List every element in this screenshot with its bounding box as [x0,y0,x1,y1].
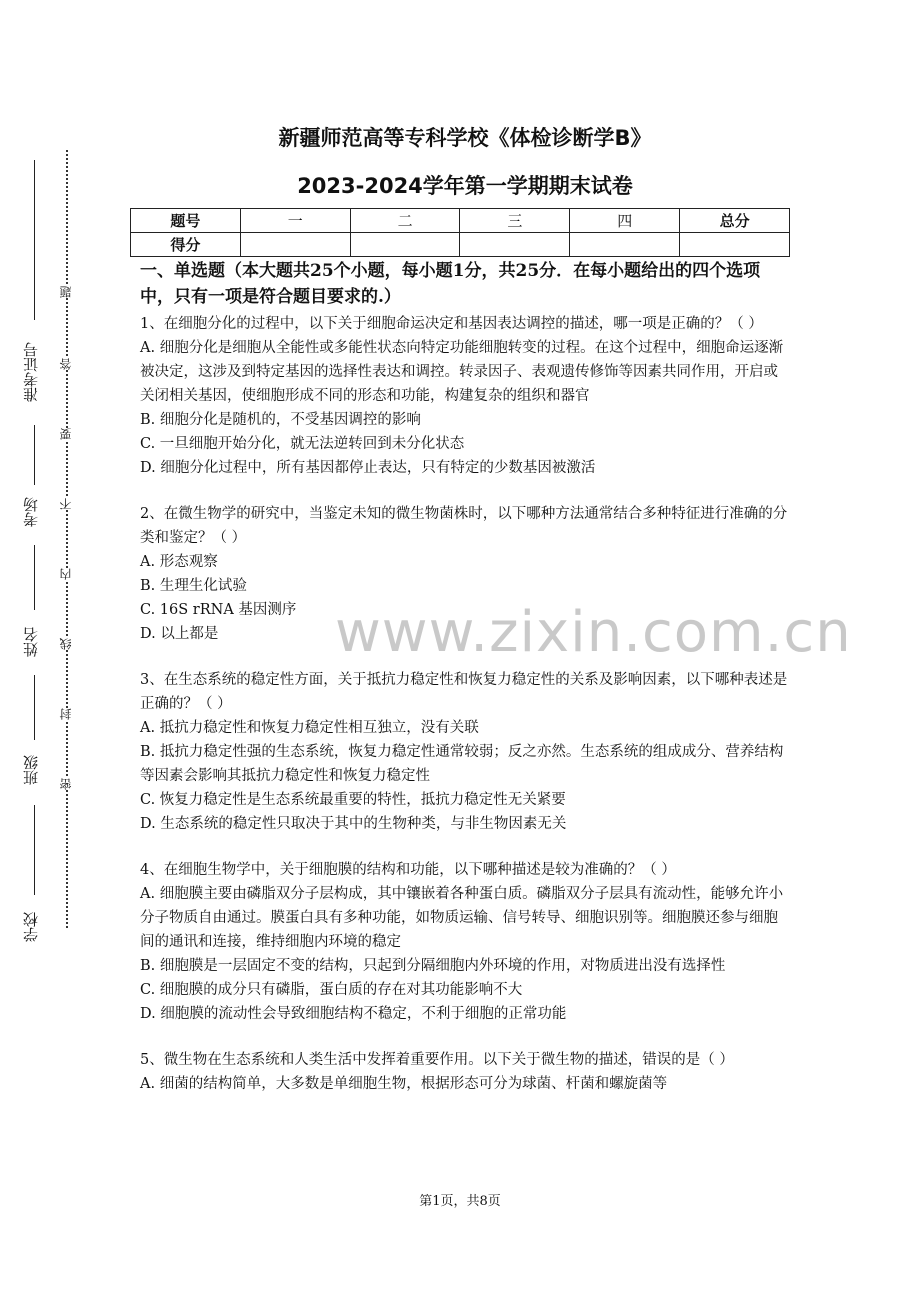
section-heading: 一、单选题（本大题共25个小题，每小题1分，共25分．在每小题给出的四个选项中，只有一项是符合题目要求的.） [140,261,761,307]
sealing-char: 密 [59,778,73,790]
sealing-char: 封 [59,708,73,720]
table-header-cell: 题号 [131,209,241,233]
sealing-char: 不 [59,498,73,510]
question-3 [140,668,790,836]
exam-content [140,258,790,1096]
option-b: B. 细胞膜是一层固定不变的结构，只起到分隔细胞内外环境的作用，对物质进出没有选择性 [140,958,726,974]
sealing-char: 题 [59,286,73,298]
option-b: B. 生理生化试验 [140,578,247,594]
exam-subtitle: 2023-2024学年第一学期期末试卷 [297,174,633,198]
name-label: 姓名 [22,627,40,657]
option-c: C. 恢复力稳定性是生态系统最重要的特性，抵抗力稳定性无关紧要 [140,792,566,808]
question-5 [140,1048,790,1096]
table-header-cell: 总分 [680,209,790,233]
sealing-char: 内 [59,568,73,580]
fill-line [34,545,35,610]
option-d: D. 以上都是 [140,626,219,642]
option-c: C. 一旦细胞开始分化，就无法逆转回到未分化状态 [140,436,465,452]
option-b: B. 抵抗力稳定性强的生态系统，恢复力稳定性通常较弱；反之亦然。生态系统的组成成分、营养结构等因素会影响其抵抗力稳定性和恢复力稳定性 [140,744,784,784]
page-footer: 第1页，共8页 [419,1194,501,1209]
sealing-char: 答 [59,358,73,370]
question-stem: 2、在微生物学的研究中，当鉴定未知的微生物菌株时，以下哪种方法通常结合多种特征进行准确的分类和鉴定？（ ） [140,506,788,546]
question-stem: 5、微生物在生态系统和人类生活中发挥着重要作用。以下关于微生物的描述，错误的是（ ） [140,1052,734,1068]
exam-number-label: 准考证号 [22,342,40,402]
score-cell[interactable] [460,233,570,257]
option-a: A. 细菌的结构简单，大多数是单细胞生物，根据形态可分为球菌、杆菌和螺旋菌等 [140,1076,668,1092]
table-header-cell: 二 [350,209,460,233]
option-d: D. 生态系统的稳定性只取决于其中的生物种类，与非生物因素无关 [140,816,567,832]
option-a: A. 抵抗力稳定性和恢复力稳定性相互独立，没有关联 [140,720,479,736]
fill-line [34,675,35,740]
option-c: C. 16S rRNA 基因测序 [140,602,297,618]
exam-title: 新疆师范高等专科学校《体检诊断学B》 [278,126,652,150]
score-cell[interactable] [350,233,460,257]
fill-line [34,805,35,895]
question-4 [140,858,790,1026]
option-b: B. 细胞分化是随机的，不受基因调控的影响 [140,412,421,428]
sealing-char: 线 [59,638,73,650]
fill-line [34,425,35,485]
score-table [130,208,790,257]
watermark: www.zixin.com.cn [335,600,852,665]
score-cell[interactable] [570,233,680,257]
fill-line [34,160,35,320]
question-stem: 1、在细胞分化的过程中，以下关于细胞命运决定和基因表达调控的描述，哪一项是正确的？（ ） [140,316,763,332]
table-header-cell: 一 [240,209,350,233]
score-row-label: 得分 [131,233,241,257]
option-d: D. 细胞膜的流动性会导致细胞结构不稳定，不利于细胞的正常功能 [140,1006,567,1022]
option-d: D. 细胞分化过程中，所有基因都停止表达，只有特定的少数基因被激活 [140,460,596,476]
option-a: A. 细胞分化是细胞从全能性或多能性状态向特定功能细胞转变的过程。在这个过程中，细胞命运逐渐被决定，这涉及到特定基因的选择性表达和调控。转录因子、表观遗传修饰等因素共同作用，开启或关闭相关基因，使细胞形成不同的形态和功能，构建复杂的组织和器官 [140,340,784,404]
table-header-cell: 三 [460,209,570,233]
score-cell[interactable] [680,233,790,257]
sealing-char: 要 [59,428,73,440]
option-c: C. 细胞膜的成分只有磷脂，蛋白质的存在对其功能影响不大 [140,982,523,998]
class-label: 班级 [22,755,40,785]
school-label: 学校 [22,912,40,942]
option-a: A. 细胞膜主要由磷脂双分子层构成，其中镶嵌着各种蛋白质。磷脂双分子层具有流动性，能够允许小分子物质自由通过。膜蛋白具有多种功能，如物质运输、信号转导、细胞识别等。细胞膜还参与细胞间的通讯和连接，维持细胞内环境的稳定 [140,886,784,950]
question-1 [140,312,790,480]
binding-margin [0,0,120,1302]
option-a: A. 形态观察 [140,554,218,570]
exam-room-label: 考场 [22,497,40,527]
score-table-header-row [131,209,790,233]
table-header-cell: 四 [570,209,680,233]
score-cell[interactable] [240,233,350,257]
question-stem: 3、在生态系统的稳定性方面，关于抵抗力稳定性和恢复力稳定性的关系及影响因素，以下哪种表述是正确的？（ ） [140,672,788,712]
score-table-score-row [131,233,790,257]
question-stem: 4、在细胞生物学中，关于细胞膜的结构和功能，以下哪种描述是较为准确的？（ ） [140,862,676,878]
sealing-dotted-line [66,150,68,928]
